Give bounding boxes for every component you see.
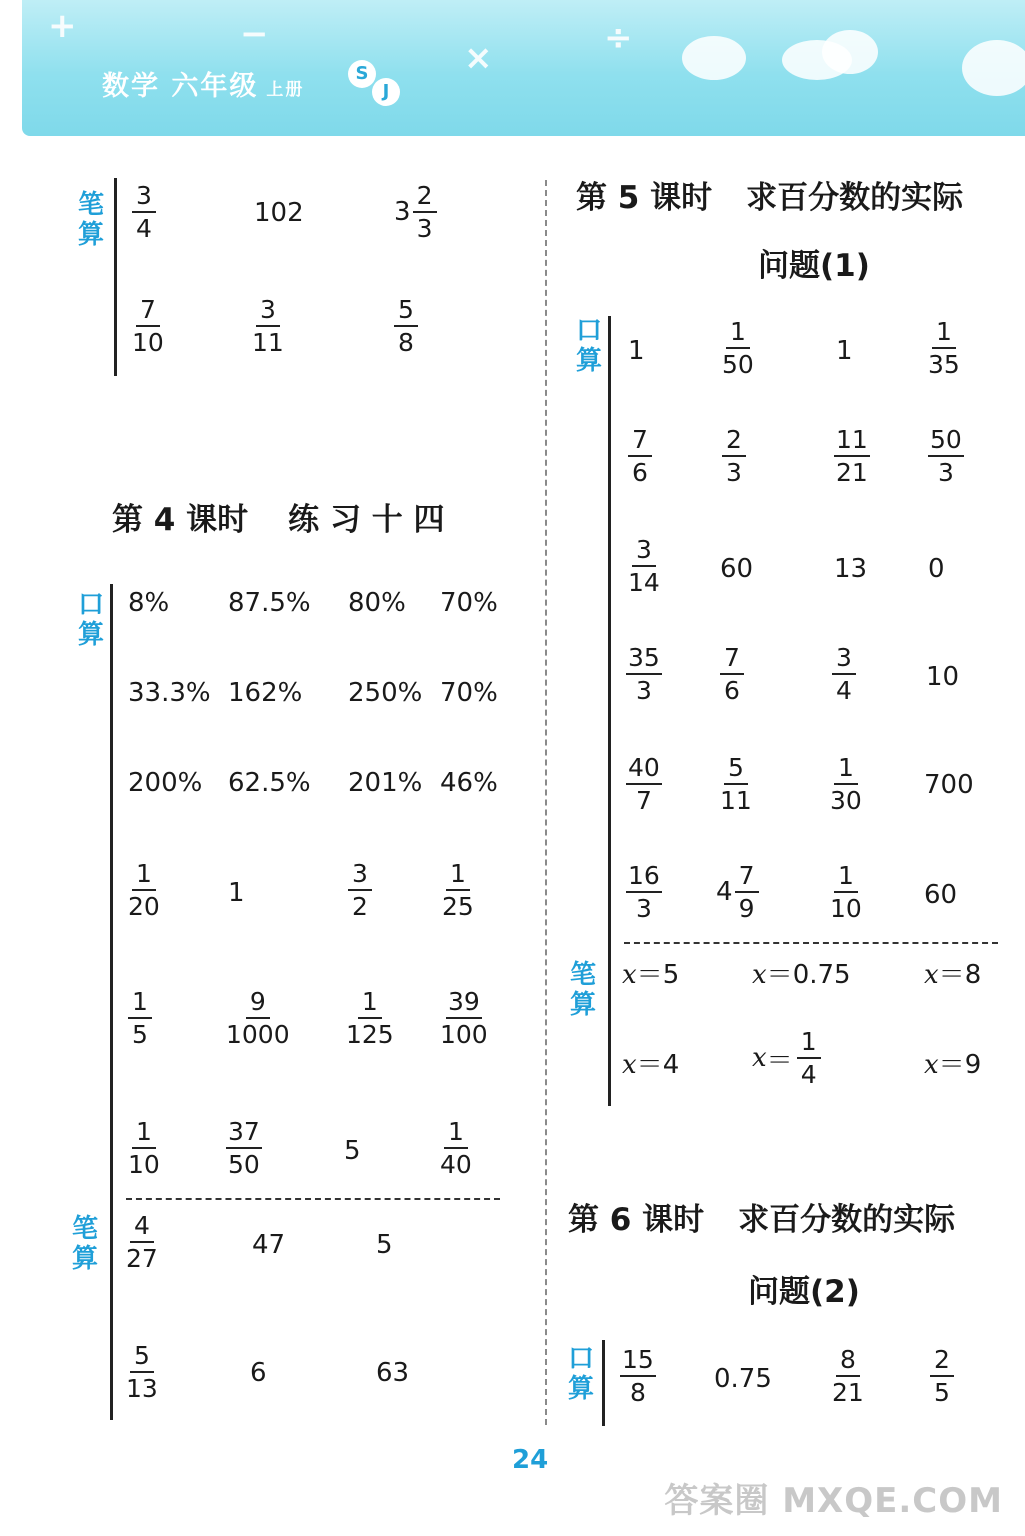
fraction: $\frac{7}{6}$: [628, 424, 652, 488]
section-subtitle: 问题(2): [748, 1274, 860, 1310]
answer-value: 87.5%: [228, 588, 311, 618]
fraction: $\frac{1}{50}$: [722, 317, 754, 379]
bisuan-label: 笔 算: [71, 1214, 98, 1274]
answer-value: 63: [376, 1358, 410, 1388]
answer-value: 62.5%: [228, 768, 311, 798]
badge-s: S: [348, 60, 376, 88]
answer-value: 60: [720, 554, 754, 584]
section-subtitle: 问题(1): [758, 248, 870, 284]
fraction: $\frac{3}{2}$: [348, 858, 372, 922]
answer-value: 60: [924, 880, 958, 910]
answer-value: 201%: [348, 768, 423, 798]
section-title: 第 4 课时 练 习 十 四: [112, 502, 445, 538]
answer-value: 13: [834, 554, 868, 584]
answer-value: 10: [926, 662, 960, 692]
fraction: $\frac{3}{4}$: [132, 180, 156, 244]
section-line: [602, 1340, 605, 1426]
answer-value: 700: [924, 770, 974, 800]
fraction: $\frac{5}{8}$: [394, 294, 418, 358]
section-line: [114, 178, 117, 376]
section-title: 第 6 课时 求百分数的实际: [568, 1202, 956, 1238]
answer-value: 6: [250, 1358, 267, 1388]
answer-value: 80%: [348, 588, 406, 618]
answer-value: 200%: [128, 768, 203, 798]
section-line: [608, 316, 611, 1106]
equation: x＝8: [924, 960, 982, 990]
answer-value: 70%: [440, 678, 498, 708]
fraction: $\frac{1}{35}$: [928, 317, 960, 379]
answer-value: 1: [628, 336, 645, 366]
fraction: $\frac{2}{5}$: [930, 1344, 954, 1408]
fraction: $\frac{1}{20}$: [128, 859, 160, 921]
answer-value: 1: [228, 878, 245, 908]
plus-icon: +: [48, 6, 77, 46]
fraction: $\frac{37}{50}$: [228, 1117, 260, 1179]
fraction: $\frac{40}{7}$: [628, 753, 660, 815]
divide-icon: ÷: [604, 18, 633, 58]
equation: x ＝ $\frac{1}{4}$: [752, 1026, 821, 1090]
mixed-number: 4 $\frac{7}{9}$: [716, 860, 759, 924]
fraction: $\frac{7}{6}$: [720, 642, 744, 706]
equation: x＝9: [924, 1050, 982, 1080]
fraction: $\frac{8}{21}$: [832, 1345, 864, 1407]
dashed-separator: [126, 1198, 500, 1200]
fraction: $\frac{1}{30}$: [830, 753, 862, 815]
cloud-icon: [962, 40, 1025, 96]
equation: x＝0.75: [752, 960, 851, 990]
equation: x＝4: [622, 1050, 680, 1080]
fraction: $\frac{1}{40}$: [440, 1117, 472, 1179]
answer-value: 1: [836, 336, 853, 366]
answer-value: 8%: [128, 588, 170, 618]
fraction: $\frac{1}{10}$: [830, 861, 862, 923]
dashed-separator: [624, 942, 998, 944]
fraction: $\frac{35}{3}$: [628, 643, 660, 705]
answer-value: 5: [376, 1230, 393, 1260]
fraction: $\frac{1}{25}$: [442, 859, 474, 921]
cloud-icon: [682, 36, 746, 80]
answer-value: 70%: [440, 588, 498, 618]
answer-value: 0.75: [714, 1364, 772, 1394]
fraction: $\frac{3}{4}$: [832, 642, 856, 706]
book-title: 数学 六年级 上册: [102, 71, 305, 102]
cloud-icon: [822, 30, 878, 74]
badge-j: J: [372, 78, 400, 106]
kousuan-label: 口 算: [77, 590, 104, 650]
section-title: 第 5 课时 求百分数的实际: [576, 180, 964, 216]
fraction: $\frac{1}{125}$: [346, 987, 394, 1049]
fraction: $\frac{3}{11}$: [252, 295, 284, 357]
bisuan-label: 笔 算: [77, 190, 104, 250]
fraction: $\frac{4}{27}$: [126, 1211, 158, 1273]
fraction: $\frac{1}{5}$: [128, 986, 152, 1050]
fraction: $\frac{39}{100}$: [440, 987, 488, 1049]
bisuan-label: 笔 算: [569, 960, 596, 1020]
fraction: $\frac{9}{1000}$: [226, 987, 290, 1049]
fraction: $\frac{50}{3}$: [930, 425, 962, 487]
fraction: $\frac{5}{11}$: [720, 753, 752, 815]
fraction: $\frac{1}{10}$: [128, 1117, 160, 1179]
column-divider: [545, 180, 547, 1425]
times-icon: ×: [464, 38, 493, 78]
fraction: $\frac{3}{14}$: [628, 535, 660, 597]
answer-value: 5: [344, 1136, 361, 1166]
answer-value: 47: [252, 1230, 286, 1260]
fraction: $\frac{11}{21}$: [836, 425, 868, 487]
kousuan-label: 口 算: [575, 316, 602, 376]
section-line: [110, 584, 113, 1420]
answer-value: 46%: [440, 768, 498, 798]
equation: x＝5: [622, 960, 680, 990]
page-number: 24: [512, 1445, 549, 1475]
answer-value: 102: [254, 198, 304, 228]
answer-value: 33.3%: [128, 678, 211, 708]
kousuan-label: 口 算: [567, 1344, 594, 1404]
fraction: $\frac{2}{3}$: [722, 424, 746, 488]
fraction: $\frac{16}{3}$: [628, 861, 660, 923]
fraction: $\frac{5}{13}$: [126, 1341, 158, 1403]
fraction: $\frac{7}{10}$: [132, 295, 164, 357]
answer-value: 162%: [228, 678, 303, 708]
answer-value: 0: [928, 554, 945, 584]
answer-value: 250%: [348, 678, 423, 708]
watermark-logo: 答案圈 MXQE.COM: [664, 1481, 1003, 1521]
fraction: $\frac{15}{8}$: [622, 1345, 654, 1407]
mixed-number: 3 $\frac{2}{3}$: [394, 180, 437, 244]
minus-icon: −: [240, 14, 269, 54]
header-banner: [22, 0, 1025, 136]
